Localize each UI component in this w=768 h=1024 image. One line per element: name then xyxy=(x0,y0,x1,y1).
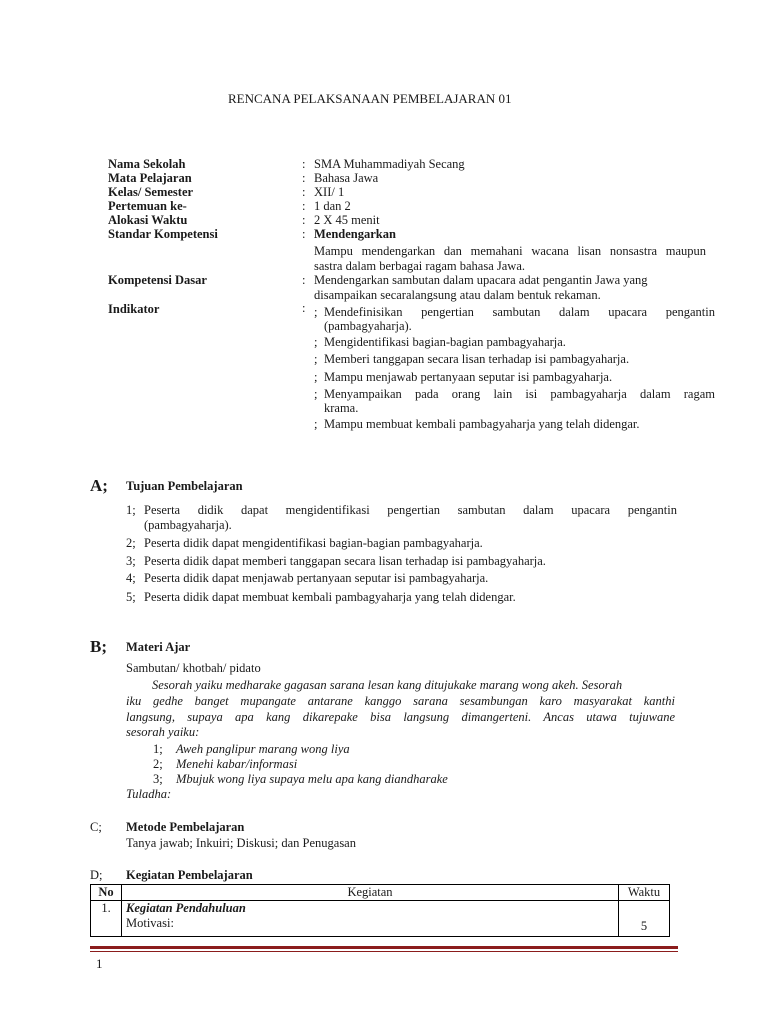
indikator-bullet: ; xyxy=(314,417,318,431)
sk-text-line2: sastra dalam berbagai ragam bahasa Jawa. xyxy=(314,259,526,273)
section-c-letter: C; xyxy=(90,820,102,834)
table-row xyxy=(91,916,670,937)
colon: : xyxy=(302,213,306,227)
cell-kegiatan: Kegiatan Pendahuluan xyxy=(122,901,619,917)
section-c-heading: Metode Pembelajaran xyxy=(126,820,245,834)
materi-num-1: 1; xyxy=(153,742,163,756)
tuladha-label: Tuladha: xyxy=(126,787,172,801)
label-pertemuan: Pertemuan ke- xyxy=(108,199,187,213)
indikator-item-4: Mampu menjawab pertanyaan seputar isi pambagyaharja. xyxy=(324,370,613,384)
indikator-item-5: Menyampaikan pada orang lain isi pambagyaharja dalam ragam xyxy=(324,387,715,401)
indikator-item-5-cont: krama. xyxy=(324,401,359,415)
kd-text-line1: Mendengarkan sambutan dalam upacara adat pengantin Jawa yang xyxy=(314,273,648,287)
value-alokasi-waktu: 2 X 45 menit xyxy=(314,213,380,227)
indikator-item-1-cont: (pambagyaharja). xyxy=(324,319,412,333)
kegiatan-table xyxy=(90,884,670,937)
table-header-row xyxy=(91,885,670,901)
colon: : xyxy=(302,171,306,185)
tujuan-item-1-cont: (pambagyaharja). xyxy=(144,518,232,532)
indikator-bullet: ; xyxy=(314,305,318,319)
materi-item-2: Menehi kabar/informasi xyxy=(176,757,298,771)
materi-item-3: Mbujuk wong liya supaya melu apa kang diandharake xyxy=(176,772,448,786)
table-row xyxy=(91,901,670,917)
materi-num-2: 2; xyxy=(153,757,163,771)
colon: : xyxy=(302,227,306,241)
indikator-bullet: ; xyxy=(314,387,318,401)
tujuan-num-1: 1; xyxy=(126,503,136,517)
value-pertemuan: 1 dan 2 xyxy=(314,199,351,213)
indikator-bullet: ; xyxy=(314,335,318,349)
tujuan-item-3: Peserta didik dapat memberi tanggapan secara lisan terhadap isi pambagyaharja. xyxy=(144,554,546,568)
materi-para-line3: langsung, supaya apa kang dikarepake bisa langsung dimangerteni. Ancas utawa tujuwane xyxy=(126,710,675,724)
materi-num-3: 3; xyxy=(153,772,163,786)
section-d-heading: Kegiatan Pembelajaran xyxy=(126,868,253,882)
materi-subheading: Sambutan/ khotbah/ pidato xyxy=(126,661,261,675)
sk-text-line1: Mampu mendengarkan dan memahani wacana lisan nonsastra maupun xyxy=(314,244,706,258)
label-nama-sekolah: Nama Sekolah xyxy=(108,157,186,171)
label-alokasi-waktu: Alokasi Waktu xyxy=(108,213,188,227)
tujuan-num-4: 4; xyxy=(126,571,136,585)
footer-rule xyxy=(90,946,678,949)
label-kompetensi-dasar: Kompetensi Dasar xyxy=(108,273,207,287)
indikator-item-6: Mampu membuat kembali pambagyaharja yang telah didengar. xyxy=(324,417,640,431)
kd-text-line2: disampaikan secaralangsung atau dalam bentuk rekaman. xyxy=(314,288,601,302)
section-a-letter: A; xyxy=(90,476,108,495)
label-mata-pelajaran: Mata Pelajaran xyxy=(108,171,192,185)
section-b-letter: B; xyxy=(90,637,107,656)
indikator-item-3: Memberi tanggapan secara lisan terhadap isi pambagyaharja. xyxy=(324,352,630,366)
label-kelas-semester: Kelas/ Semester xyxy=(108,185,194,199)
colon: : xyxy=(302,273,306,287)
cell-no: 1. xyxy=(91,901,122,937)
colon: : xyxy=(302,301,306,315)
materi-para-line2: iku gedhe banget mupangate antarane kanggo sarana sesambungan karo masyarakat kanthi xyxy=(126,694,675,708)
cell-waktu: 5 xyxy=(619,916,670,937)
colon: : xyxy=(302,157,306,171)
header-kegiatan: Kegiatan xyxy=(122,885,619,901)
indikator-item-2: Mengidentifikasi bagian-bagian pambagyaharja. xyxy=(324,335,566,349)
materi-para-line4: sesorah yaiku: xyxy=(126,725,200,739)
header-no: No xyxy=(91,885,122,901)
materi-para-line1: Sesorah yaiku medharake gagasan sarana lesan kang ditujukake marang wong akeh. Sesorah xyxy=(152,678,623,692)
section-b-heading: Materi Ajar xyxy=(126,640,191,654)
value-mata-pelajaran: Bahasa Jawa xyxy=(314,171,379,185)
label-indikator: Indikator xyxy=(108,302,160,316)
indikator-bullet: ; xyxy=(314,370,318,384)
tujuan-item-1: Peserta didik dapat mengidentifikasi pengertian sambutan dalam upacara pengantin xyxy=(144,503,677,517)
colon: : xyxy=(302,199,306,213)
tujuan-item-4: Peserta didik dapat menjawab pertanyaan seputar isi pambagyaharja. xyxy=(144,571,489,585)
value-nama-sekolah: SMA Muhammadiyah Secang xyxy=(314,157,465,171)
cell-kegiatan: Motivasi: xyxy=(122,916,619,937)
page-title: RENCANA PELAKSANAAN PEMBELAJARAN 01 xyxy=(228,91,512,106)
metode-text: Tanya jawab; Inkuiri; Diskusi; dan Penugasan xyxy=(126,836,356,850)
section-d-letter: D; xyxy=(90,868,103,882)
label-standar-kompetensi: Standar Kompetensi xyxy=(108,227,218,241)
value-standar-kompetensi: Mendengarkan xyxy=(314,227,396,241)
section-a-heading: Tujuan Pembelajaran xyxy=(126,479,243,493)
indikator-bullet: ; xyxy=(314,352,318,366)
colon: : xyxy=(302,185,306,199)
tujuan-num-2: 2; xyxy=(126,536,136,550)
footer-rule-thin xyxy=(90,951,678,952)
tujuan-item-5: Peserta didik dapat membuat kembali pambagyaharja yang telah didengar. xyxy=(144,590,516,604)
materi-item-1: Aweh panglipur marang wong liya xyxy=(176,742,350,756)
value-kelas-semester: XII/ 1 xyxy=(314,185,345,199)
tujuan-item-2: Peserta didik dapat mengidentifikasi bagian-bagian pambagyaharja. xyxy=(144,536,483,550)
indikator-item-1: Mendefinisikan pengertian sambutan dalam upacara pengantin xyxy=(324,305,715,319)
tujuan-num-3: 3; xyxy=(126,554,136,568)
page-number: 1 xyxy=(96,956,103,971)
cell-waktu xyxy=(619,901,670,917)
header-waktu: Waktu xyxy=(619,885,670,901)
tujuan-num-5: 5; xyxy=(126,590,136,604)
